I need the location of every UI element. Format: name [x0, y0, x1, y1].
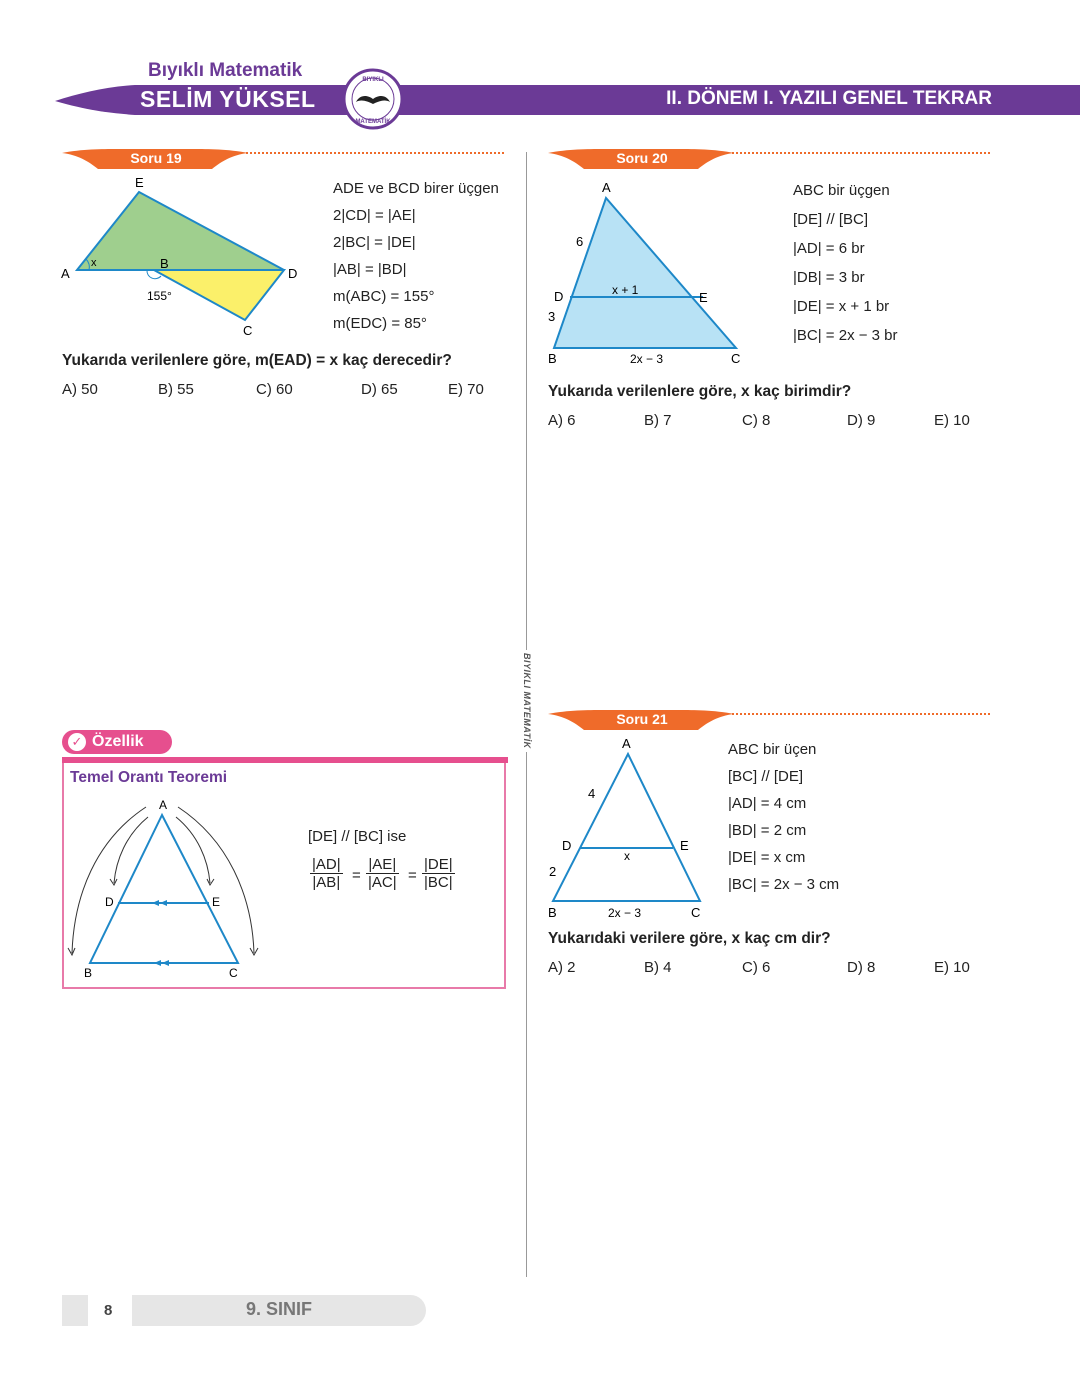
q21-label-db: 2: [549, 864, 557, 879]
ozellik-label-c: C: [229, 966, 238, 980]
q20-option-e[interactable]: E) 10: [934, 412, 970, 429]
ratio-de-bc: $\frac{|DE|}{|BC|}$: [424, 856, 453, 891]
q20-label-ad: 6: [576, 234, 584, 249]
ozellik-figure: [66, 795, 266, 987]
ozellik-label: Özellik: [92, 733, 144, 750]
q19-label-x: x: [91, 257, 97, 269]
soru-20-label: Soru 20: [616, 150, 668, 166]
q20-label-db: 3: [548, 309, 556, 324]
q19-label-e: E: [135, 175, 144, 190]
ozellik-condition: [DE] // [BC] ise: [308, 828, 407, 845]
q19-label-a: A: [61, 266, 70, 281]
q19-option-c[interactable]: C) 60: [256, 381, 293, 398]
q19-option-d[interactable]: D) 65: [361, 381, 398, 398]
header-title: II. DÖNEM I. YAZILI GENEL TEKRAR: [666, 88, 992, 109]
q21-label-bc: 2x − 3: [608, 906, 642, 920]
q21-label-e: E: [680, 838, 689, 853]
q21-label-d: D: [562, 838, 572, 853]
ratio-ad-ab: $\frac{|AD|}{|AB|}$: [312, 856, 341, 891]
q21-label-a: A: [622, 736, 631, 751]
q19-given-3: 2|BC| = |DE|: [333, 234, 416, 251]
ratio-ae-ac: $\frac{|AE|}{|AC|}$: [368, 856, 397, 891]
q19-question: Yukarıda verilenlere göre, m(EAD) = x kaç derecedir?: [62, 352, 452, 369]
footer-bar: [62, 1295, 88, 1326]
q21-given-1: ABC bir üçen: [728, 741, 817, 758]
divider-label: BIYIKLI MATEMATİK: [516, 650, 536, 780]
check-icon: ✓: [68, 733, 86, 751]
q20-label-c: C: [731, 351, 741, 366]
q20-option-c[interactable]: C) 8: [742, 412, 771, 429]
q19-given-5: m(ABC) = 155°: [333, 288, 435, 305]
q21-given-6: |BC| = 2x − 3 cm: [728, 876, 840, 893]
soru-19-label: Soru 19: [130, 150, 182, 166]
q19-label-b: B: [160, 256, 169, 271]
soru-21-label: Soru 21: [616, 711, 668, 727]
q20-label-a: A: [602, 180, 611, 195]
q21-option-b[interactable]: B) 4: [644, 959, 672, 976]
q20-option-a[interactable]: A) 6: [548, 412, 576, 429]
q21-label-b: B: [548, 905, 557, 920]
q20-given-3: |AD| = 6 br: [793, 240, 865, 257]
q20-figure: [540, 176, 750, 368]
q20-option-d[interactable]: D) 9: [847, 412, 876, 429]
triangle-ade: [77, 192, 284, 270]
q20-label-bc: 2x − 3: [630, 352, 664, 366]
q21-option-c[interactable]: C) 6: [742, 959, 771, 976]
q21-label-de: x: [624, 849, 630, 863]
brand-subtitle: Bıyıklı Matematik: [148, 60, 303, 81]
q20-given-2: [DE] // [BC]: [793, 211, 869, 228]
q19-option-e[interactable]: E) 70: [448, 381, 484, 398]
q19-given-1: ADE ve BCD birer üçgen: [333, 180, 499, 197]
q21-label-c: C: [691, 905, 701, 920]
brand-name: SELİM YÜKSEL: [140, 86, 316, 112]
q19-label-d: D: [288, 266, 298, 281]
q19-given-4: |AB| = |BD|: [333, 261, 407, 278]
q19-option-b[interactable]: B) 55: [158, 381, 194, 398]
q20-option-b[interactable]: B) 7: [644, 412, 672, 429]
equals-sign-2: =: [408, 867, 417, 884]
triangle-bcd: [154, 270, 284, 320]
ozellik-topbar: [62, 757, 508, 763]
q19-given-6: m(EDC) = 85°: [333, 315, 427, 332]
logo-badge: [342, 68, 404, 130]
q21-given-5: |DE| = x cm: [728, 849, 806, 866]
soru-21-dots: [732, 713, 990, 715]
q19-given-2: 2|CD| = |AE|: [333, 207, 416, 224]
q21-option-e[interactable]: E) 10: [934, 959, 970, 976]
q20-given-6: |BC| = 2x − 3 br: [793, 327, 898, 344]
ozellik-title: Temel Orantı Teoremi: [70, 769, 228, 786]
page-number: 8: [104, 1302, 113, 1319]
q21-option-d[interactable]: D) 8: [847, 959, 876, 976]
grade-label: 9. SINIF: [245, 1299, 312, 1319]
q20-label-d: D: [554, 289, 564, 304]
equals-sign-1: =: [352, 867, 361, 884]
q21-given-2: [BC] // [DE]: [728, 768, 804, 785]
ozellik-label-d: D: [105, 895, 114, 909]
q21-option-a[interactable]: A) 2: [548, 959, 576, 976]
q20-given-4: |DB| = 3 br: [793, 269, 865, 286]
ozellik-label-a: A: [159, 798, 168, 812]
q19-option-a[interactable]: A) 50: [62, 381, 98, 398]
q19-label-c: C: [243, 323, 253, 338]
q21-question: Yukarıdaki verilere göre, x kaç cm dir?: [548, 930, 831, 947]
q20-label-b: B: [548, 351, 557, 366]
q19-figure: [55, 172, 315, 342]
soru-19-dots: [246, 152, 504, 154]
q19-label-angle: 155°: [147, 289, 172, 303]
q20-question: Yukarıda verilenlere göre, x kaç birimdir?: [548, 383, 852, 400]
soru-20-dots: [732, 152, 990, 154]
q20-label-de: x + 1: [612, 283, 639, 297]
q20-label-e: E: [699, 290, 708, 305]
q21-figure: [540, 734, 720, 924]
q20-given-5: |DE| = x + 1 br: [793, 298, 890, 315]
logo-ring-bottom: MATEMATİK: [355, 119, 391, 125]
q20-given-1: ABC bir üçgen: [793, 182, 890, 199]
ozellik-label-e: E: [212, 895, 221, 909]
q21-given-3: |AD| = 4 cm: [728, 795, 807, 812]
logo-ring-top: BIYIKLI: [362, 77, 384, 83]
ozellik-label-b: B: [84, 966, 93, 980]
q21-label-ad: 4: [588, 786, 596, 801]
q21-given-4: |BD| = 2 cm: [728, 822, 807, 839]
